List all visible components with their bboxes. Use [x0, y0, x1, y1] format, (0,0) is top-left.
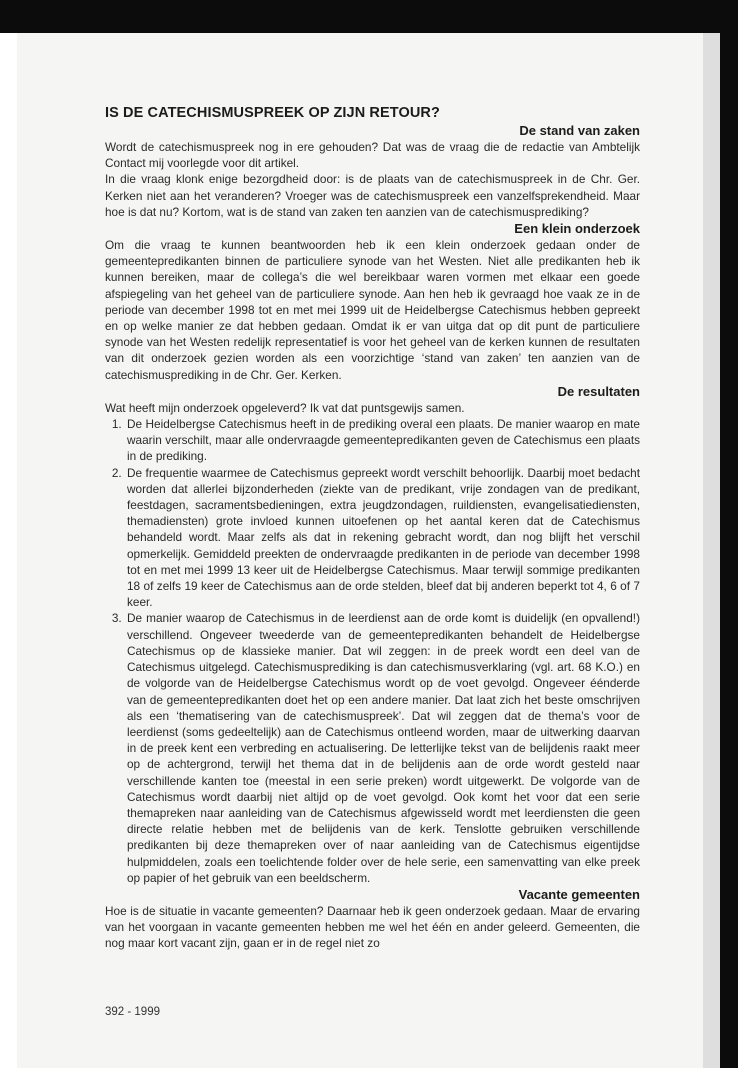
scan-border-top [0, 0, 738, 33]
article-title: IS DE CATECHISMUSPREEK OP ZIJN RETOUR? [105, 105, 440, 121]
section-heading-resultaten: De resultaten [557, 383, 640, 399]
article [105, 104, 640, 952]
list-item: 1. De Heidelbergse Catechismus heeft in de prediking overal een plaats. De manier waarop en mate waarin verschilt, maar alle ondervraagde gemeentepredikanten geven de Catechismus een plaats in de prediking. [125, 416, 640, 465]
paragraph: Hoe is de situatie in vacante gemeenten? Daarnaar heb ik geen onderzoek gedaan. Maar de ervaring van het voorgaan in vacante gemeenten hebben me wel het één en ander geleerd. Gemeenten, die nog maar kort vacant zijn, gaan er in de regel niet zo [105, 903, 640, 951]
scan-border-right [720, 0, 738, 1068]
list-item: 3. De manier waarop de Catechismus in de leerdienst aan de orde komt is duidelijk (en opvallend!) verschillend. Ongeveer tweederde van de gemeentepredikanten behandelt de Heidelbergse Catechismus op de klassieke manier. Dat wil zeggen: in de preek wordt een deel van de Catechismus uitgelegd. Catechismusprediking is dan catechismusverklaring (vgl. art. 68 K.O.) en de volgorde van de Heidelbergse Catechismus wordt op de voet gevolgd. Ongeveer éénderde van de gemeentepredikanten doet het op een andere manier. Dat laat zich het beste omschrijven als een ‘thematisering van de catechismuspreek’. Dat wil zeggen dat de thema’s voor de leerdienst (soms gedeeltelijk) aan de Catechismus ontleend worden, maar de uitwerking daarvan in de preek kent een verbreding en actualisering. De letterlijke tekst van de belijdenis raakt meer op de achtergrond, terwijl het thema dat in de belijdenis aan de orde wordt gesteld naar verschillende kanten toe (meestal in een serie preken) wordt uitgewerkt. De volgorde van de Catechismus wordt daarbij niet altijd op de voet gevolgd. Ook komt het voor dat een serie themapreken naar aanleiding van de Catechismus afgewisseld wordt met leerdiensten die geen directe relatie hebben met de belijdenis van de kerk. Tenslotte gebruiken verschillende predikanten bij deze themapreken over of naar aanleiding van de Catechismus eigentijdse hulpmiddelen, zoals een toelichtende folder over de hele serie, een samenvatting van elke preek op papier of het gebruik van een beeldscherm. [125, 610, 640, 885]
section-heading-vacante: Vacante gemeenten [518, 886, 640, 902]
paragraph: Wordt de catechismuspreek nog in ere gehouden? Dat was de vraag die de redactie van Ambtelijk Contact mij voorlegde voor dit artikel. [105, 140, 640, 171]
section-heading-stand: De stand van zaken [519, 123, 640, 138]
paragraph: Wat heeft mijn onderzoek opgeleverd? Ik vat dat puntsgewijs samen. [105, 400, 465, 415]
page-edge [703, 33, 720, 1068]
results-list [105, 416, 640, 886]
page-number: 392 - 1999 [105, 1006, 160, 1018]
list-item: 2. De frequentie waarmee de Catechismus gepreekt wordt verschilt behoorlijk. Daarbij moet bedacht worden dat allerlei bijzonderheden (ziekte van de predikant, vrije zondagen van de predikant, feestdagen, sacramentsbedieningen, extra jeugdzondagen, ruildiensten, evangelisatiediensten, themadiensten) grote invloed kunnen uitoefenen op het aantal keren dat de Catechismus behandeld wordt. Maar zelfs als dat in rekening gebracht wordt, dan nog blijft het verschil opmerkelijk. Gemiddeld preekten de ondervraagde predikanten in de periode van december 1998 tot en met mei 1999 13 keer uit de Heidelbergse Catechismus. Maar terwijl sommige predikanten 18 of zelfs 19 keer de Catechismus aan de orde stelden, bleef dat bij anderen beperkt tot 4, 6 of 7 keer. [125, 465, 640, 611]
paragraph: In die vraag klonk enige bezorgdheid door: is de plaats van de catechismuspreek in de Chr. Ger. Kerken niet aan het veranderen? Vroeger was de catechismuspreek een vanzelfsprekendheid. Maar hoe is dat nu? Kortom, wat is de stand van zaken ten aanzien van de catechismusprediking? [105, 172, 640, 219]
paragraph: Om die vraag te kunnen beantwoorden heb ik een klein onderzoek gedaan onder de gemeentepredikanten binnen de particuliere synode van het Westen. Niet alle predikanten heb ik kunnen bereiken, maar de collega’s die wel bereikbaar waren vormen met elkaar een goede afspiegeling van het geheel van de particuliere synode. Aan hen heb ik gevraagd hoe vaak ze in de periode van december 1998 tot en met mei 1999 uit de Heidelbergse Catechismus hebben gepreekt en op welke manier ze dat hebben gedaan. Omdat ik er van uitga dat op dit punt de particuliere synode van het Westen redelijk representatief is voor het geheel van de kerken kunnen de resultaten van dit onderzoek gezien worden als een voorzichtige ‘stand van zaken’ ten aanzien van de catechismusprediking in de Chr. Ger. Kerken. [105, 238, 640, 382]
section-heading-onderzoek: Een klein onderzoek [514, 221, 640, 237]
